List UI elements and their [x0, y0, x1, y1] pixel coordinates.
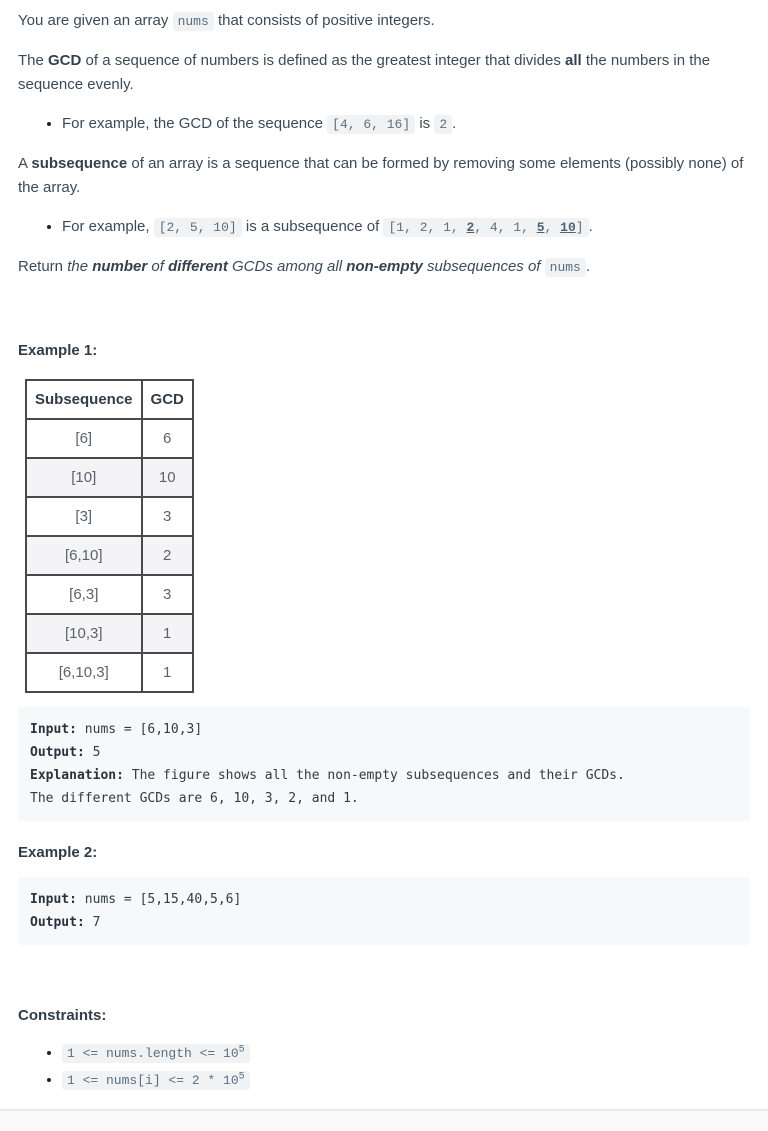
- gcd-cell: 3: [142, 497, 193, 536]
- table-row: [26, 458, 193, 497]
- text: the numbers in the sequence evenly.: [18, 52, 711, 93]
- code-text: 1 <= nums.length <= 10: [67, 1046, 239, 1061]
- subsequence-column-header: Subsequence: [26, 380, 142, 419]
- bold-italic-text: number: [92, 258, 148, 275]
- exponent: 5: [238, 1044, 245, 1056]
- return-statement-paragraph: [18, 255, 750, 280]
- gcd-definition-paragraph: [18, 49, 750, 97]
- gcd-cell: 10: [142, 458, 193, 497]
- constraint-code: [62, 1071, 250, 1090]
- subsequence-cell: [6]: [26, 419, 142, 458]
- code-text: ]: [575, 220, 584, 235]
- exponent: 5: [238, 1071, 245, 1083]
- explanation-value: The figure shows all the non-empty subsequences and their GCDs.: [123, 768, 625, 783]
- text: For example, the GCD of the sequence: [62, 115, 328, 132]
- inline-code-nums: nums: [173, 12, 214, 31]
- bold-italic-text: different: [168, 258, 228, 275]
- input-label: Input:: [30, 722, 77, 737]
- text: .: [585, 258, 591, 275]
- italic-text: the: [67, 258, 93, 275]
- explanation-label: Explanation:: [30, 768, 124, 783]
- text: For example,: [62, 218, 154, 235]
- code-text: 1 <= nums[i] <= 2 * 10: [67, 1073, 239, 1088]
- list-item: [62, 215, 750, 240]
- table-row: [26, 653, 193, 692]
- gcd-cell: 3: [142, 575, 193, 614]
- subsequence-cell: [10,3]: [26, 614, 142, 653]
- subsequence-example-list: [18, 215, 750, 240]
- subsequence-cell: [6,10,3]: [26, 653, 142, 692]
- table-row: [26, 419, 193, 458]
- inline-code-result: 2: [434, 115, 452, 134]
- highlighted-element: 2: [466, 220, 475, 235]
- list-item: [62, 112, 750, 137]
- subsequence-gcd-table: [25, 379, 194, 693]
- gcd-cell: 1: [142, 614, 193, 653]
- intro-paragraph: [18, 9, 750, 34]
- gcd-cell: 1: [142, 653, 193, 692]
- constraints-heading: Constraints:: [18, 1007, 107, 1024]
- italic-text: of: [147, 258, 169, 275]
- input-value: nums = [6,10,3]: [76, 722, 203, 737]
- example2-heading: Example 2:: [18, 844, 98, 861]
- table-row: [26, 575, 193, 614]
- example1-io-block: [18, 707, 750, 821]
- output-label: Output:: [30, 915, 85, 930]
- table-row: [26, 536, 193, 575]
- subsequence-definition-paragraph: [18, 152, 750, 200]
- gcd-cell: 6: [142, 419, 193, 458]
- bold-text: GCD: [48, 52, 82, 69]
- italic-text: subsequences of: [422, 258, 545, 275]
- text: Return: [18, 258, 68, 275]
- example2-io-block: [18, 877, 750, 945]
- constraint-item: [62, 1067, 750, 1094]
- table-row: [26, 497, 193, 536]
- code-text: [1, 2, 1,: [388, 220, 467, 235]
- inline-code-nums: nums: [545, 258, 586, 277]
- text: of a sequence of numbers is defined as the greatest integer that divides: [81, 52, 565, 69]
- constraints-list: [18, 1040, 750, 1094]
- text: is: [415, 115, 435, 132]
- highlighted-element: 5: [536, 220, 545, 235]
- gcd-column-header: GCD: [142, 380, 193, 419]
- table-header-row: [26, 380, 193, 419]
- subsequence-cell: [6,10]: [26, 536, 142, 575]
- text: .: [588, 218, 593, 235]
- code-text: , 4, 1,: [474, 220, 537, 235]
- table-row: [26, 614, 193, 653]
- text: You are given an array: [18, 12, 173, 29]
- subsequence-cell: [6,3]: [26, 575, 142, 614]
- bold-text: subsequence: [31, 155, 128, 172]
- input-label: Input:: [30, 892, 77, 907]
- bold-italic-text: non-empty: [346, 258, 423, 275]
- output-label: Output:: [30, 745, 85, 760]
- gcd-cell: 2: [142, 536, 193, 575]
- constraint-code: [62, 1044, 250, 1063]
- highlighted-element: 10: [560, 220, 576, 235]
- spacer: [18, 295, 750, 319]
- inline-code-array: [383, 218, 588, 237]
- explanation-line2: The different GCDs are 6, 10, 3, 2, and 1.: [30, 791, 359, 806]
- spacer: [18, 960, 750, 984]
- output-value: 7: [84, 915, 101, 930]
- bold-text: all: [565, 52, 582, 69]
- code-text: ,: [544, 220, 561, 235]
- example1-heading: Example 1:: [18, 342, 98, 359]
- inline-code-sequence: [4, 6, 16]: [327, 115, 415, 134]
- text: of an array is a sequence that can be formed by removing some elements (possibly none) of the array.: [18, 155, 744, 196]
- gcd-example-list: [18, 112, 750, 137]
- subsequence-cell: [10]: [26, 458, 142, 497]
- footer-strip: [0, 1111, 768, 1131]
- input-value: nums = [5,15,40,5,6]: [76, 892, 242, 907]
- italic-text: GCDs among all: [227, 258, 347, 275]
- text: that consists of positive integers.: [213, 12, 435, 29]
- text: The: [18, 52, 49, 69]
- output-value: 5: [84, 745, 101, 760]
- text: is a subsequence of: [241, 218, 384, 235]
- subsequence-cell: [3]: [26, 497, 142, 536]
- inline-code-subsequence: [2, 5, 10]: [154, 218, 242, 237]
- text: .: [452, 115, 457, 132]
- text: A: [18, 155, 32, 172]
- constraint-item: [62, 1040, 750, 1067]
